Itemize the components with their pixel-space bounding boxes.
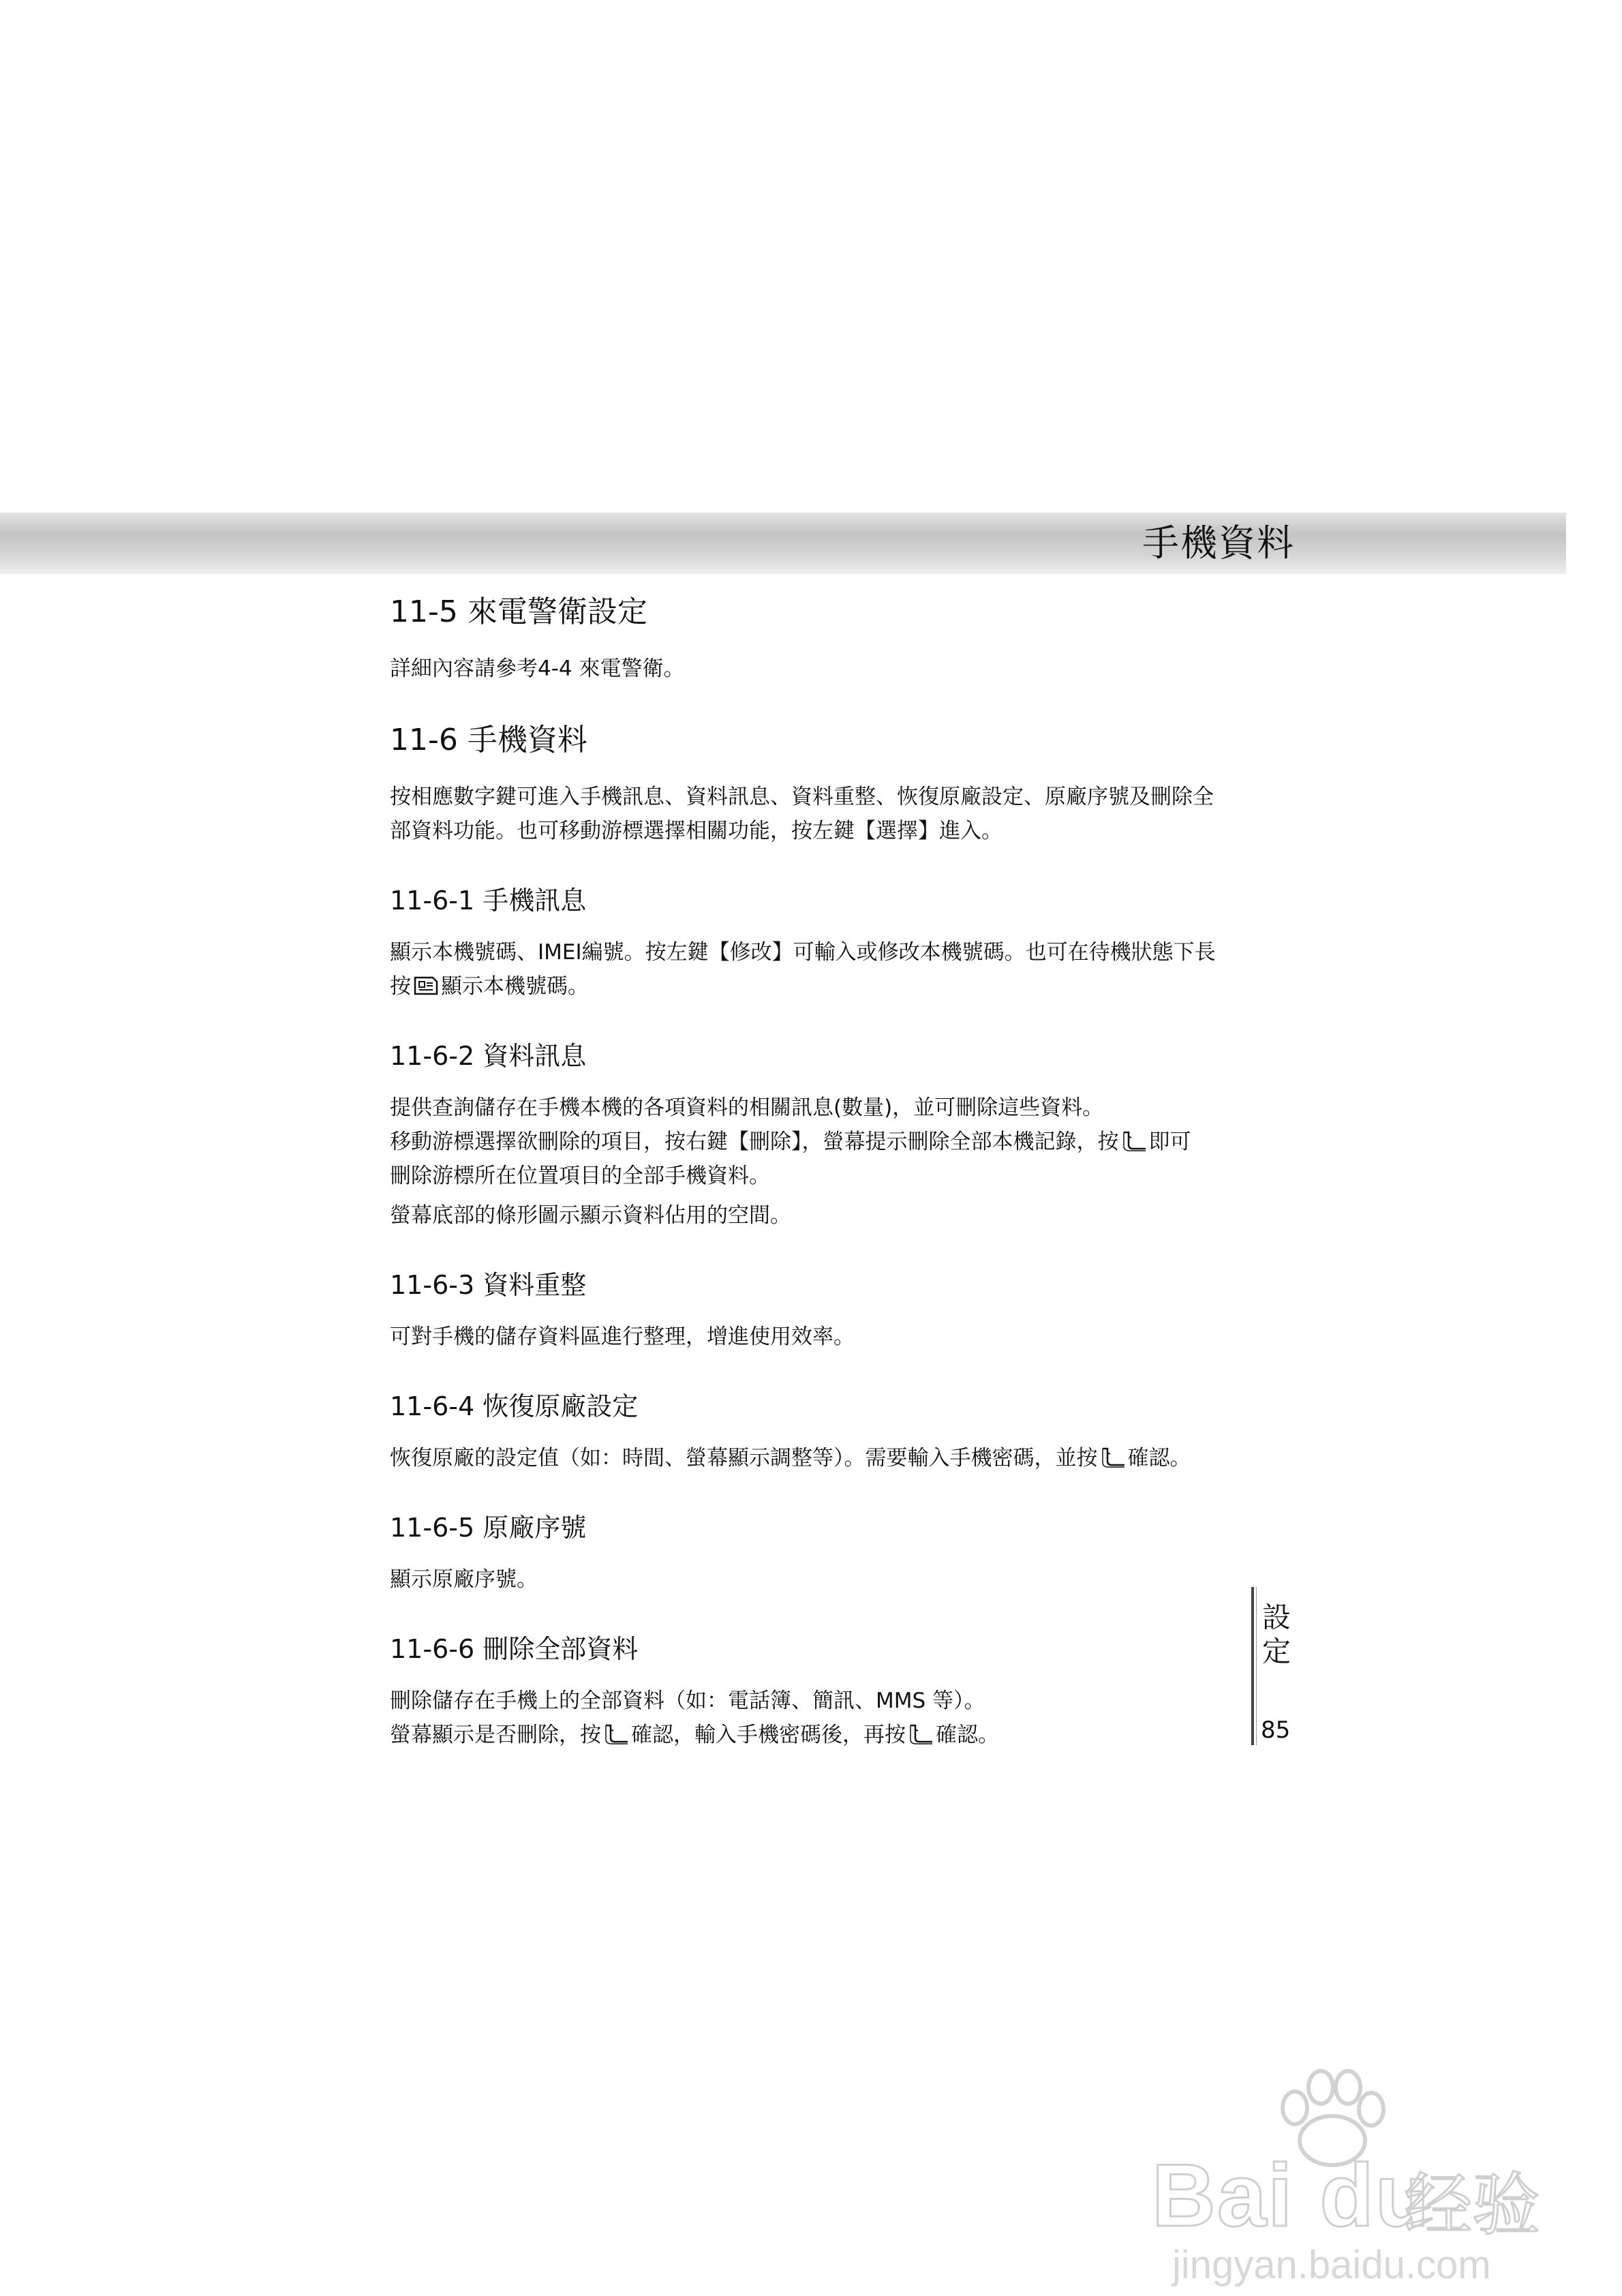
text-fragment: 確認，輸入手機密碼後，再按 (631, 1723, 906, 1747)
paragraph: 螢幕底部的條形圖示顯示資料佔用的空間。 (390, 1203, 791, 1228)
side-divider (1251, 1587, 1254, 1745)
section-11-6-1 (390, 883, 1242, 1003)
watermark-brand: Bai du (1152, 2145, 1431, 2245)
section-11-5 (390, 593, 1242, 686)
paragraph (390, 969, 1242, 1003)
page-number: 85 (1261, 1717, 1291, 1744)
content (390, 593, 1242, 1787)
text-fragment: 恢復原廠的設定值（如：時間、螢幕顯示調整等）。需要輸入手機密碼，並按 (390, 1446, 1098, 1470)
chapter-label (1259, 1601, 1294, 1669)
paragraph: 刪除儲存在手機上的全部資料（如：電話簿、簡訊、MMS 等）。 (390, 1689, 985, 1713)
text-fragment: 確認。 (1127, 1446, 1191, 1470)
chapter-label-char: 定 (1261, 1635, 1291, 1668)
text-fragment: 螢幕顯示是否刪除，按 (390, 1723, 601, 1747)
paragraph: 詳細內容請參考4-4 來電警衛。 (390, 656, 685, 681)
subsection-heading: 11-6-5 原廠序號 (390, 1513, 587, 1543)
phonebook-key-icon (412, 973, 440, 997)
section-heading: 11-6 手機資料 (390, 723, 587, 757)
subsection-heading: 11-6-2 資料訊息 (390, 1041, 587, 1071)
section-heading: 11-5 來電警衛設定 (390, 594, 647, 629)
subsection-heading: 11-6-3 資料重整 (390, 1270, 587, 1300)
section-11-6-4 (390, 1389, 1242, 1475)
paragraph (390, 1441, 1242, 1475)
paragraph: 可對手機的儲存資料區進行整理，增進使用效率。 (390, 1325, 855, 1349)
paragraph (390, 1125, 1242, 1159)
paragraph: 提供查詢儲存在手機本機的各項資料的相關訊息(數量)，並可刪除這些資料。 (390, 1096, 1104, 1120)
text-fragment: 顯示本機號碼。 (441, 974, 589, 999)
section-11-6-3 (390, 1268, 1242, 1354)
section-11-6-5 (390, 1511, 1242, 1597)
subsection-heading: 11-6-4 恢復原廠設定 (390, 1391, 639, 1421)
paragraph: 按相應數字鍵可進入手機訊息、資料訊息、資料重整、恢復原廠設定、原廠序號及刪除全 (390, 785, 1214, 809)
text-fragment: 確認。 (936, 1723, 999, 1747)
phone-call-key-icon (1099, 1445, 1127, 1468)
paragraph: 顯示原廠序號。 (390, 1567, 538, 1592)
paragraph (390, 1718, 1242, 1752)
subsection-heading: 11-6-6 刪除全部資料 (390, 1634, 639, 1664)
paragraph: 顯示本機號碼、IMEI編號。按左鍵【修改】可輸入或修改本機號碼。也可在待機狀態下長 (390, 940, 1216, 965)
text-fragment: 移動游標選擇欲刪除的項目，按右鍵【刪除】，螢幕提示刪除全部本機記錄，按 (390, 1130, 1119, 1154)
section-11-6 (390, 721, 1242, 848)
chapter-label-char: 設 (1261, 1601, 1291, 1634)
watermark-brand-cn: 经验 (1404, 2165, 1540, 2245)
side-divider-thin (1256, 1587, 1257, 1745)
text-fragment: 即可 (1148, 1130, 1191, 1154)
subsection-heading: 11-6-1 手機訊息 (390, 886, 587, 916)
watermark-url: jingyan.baidu.com (1172, 2243, 1491, 2287)
section-11-6-6 (390, 1632, 1242, 1752)
section-11-6-2 (390, 1039, 1242, 1233)
paragraph: 部資料功能。也可移動游標選擇相關功能，按左鍵【選擇】進入。 (390, 819, 1003, 843)
phone-call-key-icon (1120, 1129, 1148, 1152)
page-title: 手機資料 (1142, 522, 1295, 564)
phone-call-key-icon (907, 1722, 934, 1745)
watermark (1152, 2066, 1561, 2287)
paragraph: 刪除游標所在位置項目的全部手機資料。 (390, 1164, 770, 1188)
header-band (0, 513, 1566, 574)
phone-call-key-icon (602, 1722, 630, 1745)
text-fragment: 按 (390, 974, 411, 999)
